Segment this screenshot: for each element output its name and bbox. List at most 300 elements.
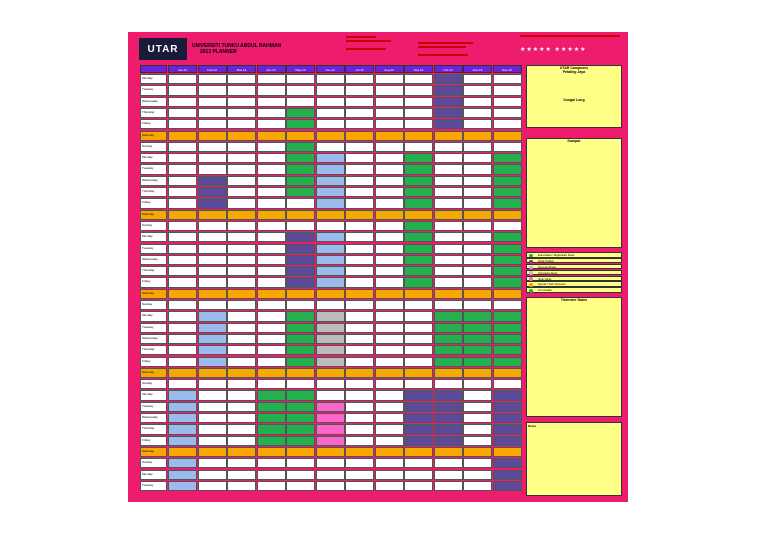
- day-cell[interactable]: [316, 289, 345, 299]
- day-cell[interactable]: [227, 108, 256, 118]
- day-cell[interactable]: [227, 311, 256, 321]
- day-cell[interactable]: [375, 458, 404, 468]
- day-cell[interactable]: [257, 119, 286, 129]
- day-cell[interactable]: [375, 244, 404, 254]
- day-cell[interactable]: [375, 311, 404, 321]
- day-cell[interactable]: [493, 447, 522, 457]
- day-cell[interactable]: [198, 402, 227, 412]
- day-cell[interactable]: [198, 97, 227, 107]
- day-cell[interactable]: [345, 436, 374, 446]
- day-cell[interactable]: [463, 481, 492, 491]
- day-cell[interactable]: [434, 424, 463, 434]
- day-cell[interactable]: [345, 424, 374, 434]
- day-cell[interactable]: [227, 131, 256, 141]
- day-cell[interactable]: [434, 311, 463, 321]
- day-cell[interactable]: [198, 164, 227, 174]
- day-cell[interactable]: [227, 255, 256, 265]
- day-cell[interactable]: [168, 176, 197, 186]
- day-cell[interactable]: [493, 436, 522, 446]
- day-cell[interactable]: [493, 74, 522, 84]
- day-cell[interactable]: [286, 390, 315, 400]
- day-cell[interactable]: [463, 470, 492, 480]
- day-cell[interactable]: [227, 323, 256, 333]
- day-cell[interactable]: [227, 266, 256, 276]
- day-cell[interactable]: [434, 345, 463, 355]
- day-cell[interactable]: [257, 277, 286, 287]
- day-cell[interactable]: [227, 402, 256, 412]
- day-cell[interactable]: [227, 458, 256, 468]
- day-cell[interactable]: [434, 164, 463, 174]
- day-cell[interactable]: [257, 74, 286, 84]
- day-cell[interactable]: [286, 277, 315, 287]
- day-cell[interactable]: [286, 74, 315, 84]
- day-cell[interactable]: [463, 232, 492, 242]
- day-cell[interactable]: [463, 221, 492, 231]
- day-cell[interactable]: [345, 334, 374, 344]
- day-cell[interactable]: [227, 142, 256, 152]
- day-cell[interactable]: [198, 289, 227, 299]
- day-cell[interactable]: [257, 481, 286, 491]
- day-cell[interactable]: [286, 153, 315, 163]
- day-cell[interactable]: [316, 368, 345, 378]
- day-cell[interactable]: [375, 210, 404, 220]
- day-cell[interactable]: [316, 97, 345, 107]
- day-cell[interactable]: [404, 334, 433, 344]
- day-cell[interactable]: [375, 198, 404, 208]
- day-cell[interactable]: [375, 119, 404, 129]
- day-cell[interactable]: [286, 447, 315, 457]
- day-cell[interactable]: [345, 74, 374, 84]
- day-cell[interactable]: [168, 74, 197, 84]
- day-cell[interactable]: [434, 413, 463, 423]
- day-cell[interactable]: [345, 368, 374, 378]
- day-cell[interactable]: [198, 379, 227, 389]
- day-cell[interactable]: [316, 345, 345, 355]
- day-cell[interactable]: [227, 413, 256, 423]
- day-cell[interactable]: [227, 221, 256, 231]
- day-cell[interactable]: [257, 266, 286, 276]
- day-cell[interactable]: [404, 187, 433, 197]
- day-cell[interactable]: [168, 198, 197, 208]
- day-cell[interactable]: [375, 131, 404, 141]
- day-cell[interactable]: [463, 266, 492, 276]
- day-cell[interactable]: [198, 266, 227, 276]
- day-cell[interactable]: [198, 232, 227, 242]
- day-cell[interactable]: [257, 164, 286, 174]
- day-cell[interactable]: [434, 323, 463, 333]
- day-cell[interactable]: [434, 232, 463, 242]
- day-cell[interactable]: [198, 447, 227, 457]
- day-cell[interactable]: [404, 255, 433, 265]
- day-cell[interactable]: [463, 277, 492, 287]
- day-cell[interactable]: [316, 447, 345, 457]
- day-cell[interactable]: [168, 266, 197, 276]
- day-cell[interactable]: [168, 458, 197, 468]
- day-cell[interactable]: [168, 481, 197, 491]
- day-cell[interactable]: [493, 289, 522, 299]
- day-cell[interactable]: [404, 266, 433, 276]
- day-cell[interactable]: [434, 266, 463, 276]
- day-cell[interactable]: [168, 131, 197, 141]
- day-cell[interactable]: [463, 424, 492, 434]
- day-cell[interactable]: [257, 368, 286, 378]
- day-cell[interactable]: [434, 379, 463, 389]
- day-cell[interactable]: [463, 85, 492, 95]
- day-cell[interactable]: [227, 424, 256, 434]
- day-cell[interactable]: [198, 198, 227, 208]
- day-cell[interactable]: [404, 289, 433, 299]
- day-cell[interactable]: [257, 85, 286, 95]
- day-cell[interactable]: [286, 85, 315, 95]
- day-cell[interactable]: [345, 266, 374, 276]
- day-cell[interactable]: [404, 119, 433, 129]
- day-cell[interactable]: [227, 85, 256, 95]
- day-cell[interactable]: [198, 153, 227, 163]
- day-cell[interactable]: [257, 289, 286, 299]
- day-cell[interactable]: [375, 413, 404, 423]
- day-cell[interactable]: [257, 176, 286, 186]
- day-cell[interactable]: [286, 334, 315, 344]
- day-cell[interactable]: [434, 153, 463, 163]
- day-cell[interactable]: [375, 390, 404, 400]
- day-cell[interactable]: [286, 311, 315, 321]
- day-cell[interactable]: [257, 311, 286, 321]
- day-cell[interactable]: [434, 277, 463, 287]
- day-cell[interactable]: [168, 368, 197, 378]
- day-cell[interactable]: [404, 413, 433, 423]
- day-cell[interactable]: [227, 232, 256, 242]
- day-cell[interactable]: [286, 255, 315, 265]
- day-cell[interactable]: [375, 323, 404, 333]
- day-cell[interactable]: [493, 97, 522, 107]
- day-cell[interactable]: [168, 153, 197, 163]
- day-cell[interactable]: [463, 413, 492, 423]
- day-cell[interactable]: [463, 187, 492, 197]
- day-cell[interactable]: [404, 300, 433, 310]
- day-cell[interactable]: [286, 97, 315, 107]
- day-cell[interactable]: [286, 176, 315, 186]
- day-cell[interactable]: [404, 390, 433, 400]
- day-cell[interactable]: [493, 108, 522, 118]
- day-cell[interactable]: [404, 345, 433, 355]
- day-cell[interactable]: [434, 131, 463, 141]
- day-cell[interactable]: [463, 210, 492, 220]
- day-cell[interactable]: [198, 300, 227, 310]
- day-cell[interactable]: [375, 232, 404, 242]
- day-cell[interactable]: [316, 323, 345, 333]
- day-cell[interactable]: [198, 390, 227, 400]
- day-cell[interactable]: [257, 424, 286, 434]
- day-cell[interactable]: [345, 379, 374, 389]
- day-cell[interactable]: [434, 221, 463, 231]
- day-cell[interactable]: [434, 390, 463, 400]
- day-cell[interactable]: [404, 176, 433, 186]
- day-cell[interactable]: [345, 289, 374, 299]
- day-cell[interactable]: [198, 131, 227, 141]
- day-cell[interactable]: [198, 187, 227, 197]
- day-cell[interactable]: [198, 255, 227, 265]
- day-cell[interactable]: [257, 390, 286, 400]
- day-cell[interactable]: [198, 210, 227, 220]
- day-cell[interactable]: [404, 198, 433, 208]
- day-cell[interactable]: [404, 108, 433, 118]
- day-cell[interactable]: [375, 153, 404, 163]
- day-cell[interactable]: [345, 357, 374, 367]
- day-cell[interactable]: [375, 176, 404, 186]
- day-cell[interactable]: [168, 277, 197, 287]
- day-cell[interactable]: [434, 470, 463, 480]
- day-cell[interactable]: [168, 164, 197, 174]
- day-cell[interactable]: [375, 470, 404, 480]
- day-cell[interactable]: [198, 413, 227, 423]
- day-cell[interactable]: [316, 142, 345, 152]
- day-cell[interactable]: [404, 311, 433, 321]
- day-cell[interactable]: [463, 345, 492, 355]
- day-cell[interactable]: [345, 481, 374, 491]
- day-cell[interactable]: [463, 244, 492, 254]
- day-cell[interactable]: [257, 210, 286, 220]
- day-cell[interactable]: [493, 142, 522, 152]
- day-cell[interactable]: [434, 244, 463, 254]
- day-cell[interactable]: [493, 187, 522, 197]
- day-cell[interactable]: [227, 119, 256, 129]
- day-cell[interactable]: [227, 187, 256, 197]
- day-cell[interactable]: [463, 379, 492, 389]
- day-cell[interactable]: [463, 176, 492, 186]
- day-cell[interactable]: [463, 164, 492, 174]
- day-cell[interactable]: [198, 458, 227, 468]
- day-cell[interactable]: [286, 470, 315, 480]
- day-cell[interactable]: [168, 244, 197, 254]
- day-cell[interactable]: [345, 187, 374, 197]
- day-cell[interactable]: [463, 108, 492, 118]
- day-cell[interactable]: [434, 176, 463, 186]
- day-cell[interactable]: [168, 289, 197, 299]
- day-cell[interactable]: [434, 255, 463, 265]
- day-cell[interactable]: [463, 142, 492, 152]
- day-cell[interactable]: [404, 153, 433, 163]
- day-cell[interactable]: [257, 198, 286, 208]
- day-cell[interactable]: [493, 131, 522, 141]
- day-cell[interactable]: [404, 368, 433, 378]
- day-cell[interactable]: [404, 379, 433, 389]
- day-cell[interactable]: [375, 447, 404, 457]
- day-cell[interactable]: [286, 221, 315, 231]
- day-cell[interactable]: [345, 108, 374, 118]
- day-cell[interactable]: [493, 221, 522, 231]
- day-cell[interactable]: [463, 97, 492, 107]
- day-cell[interactable]: [168, 210, 197, 220]
- day-cell[interactable]: [316, 357, 345, 367]
- day-cell[interactable]: [198, 424, 227, 434]
- day-cell[interactable]: [168, 345, 197, 355]
- day-cell[interactable]: [493, 266, 522, 276]
- day-cell[interactable]: [316, 108, 345, 118]
- day-cell[interactable]: [375, 436, 404, 446]
- day-cell[interactable]: [493, 413, 522, 423]
- day-cell[interactable]: [463, 368, 492, 378]
- day-cell[interactable]: [257, 447, 286, 457]
- day-cell[interactable]: [316, 379, 345, 389]
- day-cell[interactable]: [375, 255, 404, 265]
- day-cell[interactable]: [316, 402, 345, 412]
- day-cell[interactable]: [463, 357, 492, 367]
- day-cell[interactable]: [434, 198, 463, 208]
- day-cell[interactable]: [345, 232, 374, 242]
- day-cell[interactable]: [316, 458, 345, 468]
- day-cell[interactable]: [257, 345, 286, 355]
- day-cell[interactable]: [286, 300, 315, 310]
- day-cell[interactable]: [375, 300, 404, 310]
- day-cell[interactable]: [404, 323, 433, 333]
- day-cell[interactable]: [463, 198, 492, 208]
- day-cell[interactable]: [286, 357, 315, 367]
- day-cell[interactable]: [345, 277, 374, 287]
- day-cell[interactable]: [434, 334, 463, 344]
- day-cell[interactable]: [168, 255, 197, 265]
- day-cell[interactable]: [168, 323, 197, 333]
- day-cell[interactable]: [227, 447, 256, 457]
- day-cell[interactable]: [168, 311, 197, 321]
- day-cell[interactable]: [286, 119, 315, 129]
- day-cell[interactable]: [404, 164, 433, 174]
- day-cell[interactable]: [257, 187, 286, 197]
- day-cell[interactable]: [257, 232, 286, 242]
- day-cell[interactable]: [404, 447, 433, 457]
- day-cell[interactable]: [286, 244, 315, 254]
- day-cell[interactable]: [375, 481, 404, 491]
- day-cell[interactable]: [345, 244, 374, 254]
- day-cell[interactable]: [404, 436, 433, 446]
- day-cell[interactable]: [434, 402, 463, 412]
- day-cell[interactable]: [375, 108, 404, 118]
- day-cell[interactable]: [286, 210, 315, 220]
- day-cell[interactable]: [198, 334, 227, 344]
- day-cell[interactable]: [404, 470, 433, 480]
- day-cell[interactable]: [404, 481, 433, 491]
- day-cell[interactable]: [493, 164, 522, 174]
- day-cell[interactable]: [345, 221, 374, 231]
- day-cell[interactable]: [316, 481, 345, 491]
- day-cell[interactable]: [375, 277, 404, 287]
- day-cell[interactable]: [493, 153, 522, 163]
- day-cell[interactable]: [463, 334, 492, 344]
- day-cell[interactable]: [345, 210, 374, 220]
- day-cell[interactable]: [198, 221, 227, 231]
- day-cell[interactable]: [168, 413, 197, 423]
- day-cell[interactable]: [257, 357, 286, 367]
- day-cell[interactable]: [286, 266, 315, 276]
- day-cell[interactable]: [434, 447, 463, 457]
- day-cell[interactable]: [345, 198, 374, 208]
- day-cell[interactable]: [463, 458, 492, 468]
- day-cell[interactable]: [198, 345, 227, 355]
- day-cell[interactable]: [198, 244, 227, 254]
- day-cell[interactable]: [345, 164, 374, 174]
- day-cell[interactable]: [257, 153, 286, 163]
- day-cell[interactable]: [227, 289, 256, 299]
- day-cell[interactable]: [375, 368, 404, 378]
- day-cell[interactable]: [404, 210, 433, 220]
- day-cell[interactable]: [463, 131, 492, 141]
- day-cell[interactable]: [434, 210, 463, 220]
- day-cell[interactable]: [345, 300, 374, 310]
- day-cell[interactable]: [345, 85, 374, 95]
- day-cell[interactable]: [345, 345, 374, 355]
- day-cell[interactable]: [168, 447, 197, 457]
- day-cell[interactable]: [168, 334, 197, 344]
- day-cell[interactable]: [198, 277, 227, 287]
- day-cell[interactable]: [345, 447, 374, 457]
- day-cell[interactable]: [345, 413, 374, 423]
- day-cell[interactable]: [316, 119, 345, 129]
- day-cell[interactable]: [257, 142, 286, 152]
- day-cell[interactable]: [168, 85, 197, 95]
- day-cell[interactable]: [404, 142, 433, 152]
- day-cell[interactable]: [463, 255, 492, 265]
- day-cell[interactable]: [286, 345, 315, 355]
- day-cell[interactable]: [316, 436, 345, 446]
- day-cell[interactable]: [493, 244, 522, 254]
- day-cell[interactable]: [404, 97, 433, 107]
- day-cell[interactable]: [493, 424, 522, 434]
- day-cell[interactable]: [168, 424, 197, 434]
- day-cell[interactable]: [404, 424, 433, 434]
- day-cell[interactable]: [227, 210, 256, 220]
- day-cell[interactable]: [493, 210, 522, 220]
- day-cell[interactable]: [227, 74, 256, 84]
- day-cell[interactable]: [168, 119, 197, 129]
- day-cell[interactable]: [227, 176, 256, 186]
- day-cell[interactable]: [227, 153, 256, 163]
- day-cell[interactable]: [316, 255, 345, 265]
- day-cell[interactable]: [463, 300, 492, 310]
- day-cell[interactable]: [257, 97, 286, 107]
- day-cell[interactable]: [168, 108, 197, 118]
- day-cell[interactable]: [316, 334, 345, 344]
- day-cell[interactable]: [316, 187, 345, 197]
- day-cell[interactable]: [463, 323, 492, 333]
- day-cell[interactable]: [168, 470, 197, 480]
- day-cell[interactable]: [375, 402, 404, 412]
- day-cell[interactable]: [463, 311, 492, 321]
- day-cell[interactable]: [316, 210, 345, 220]
- day-cell[interactable]: [434, 289, 463, 299]
- day-cell[interactable]: [493, 368, 522, 378]
- day-cell[interactable]: [286, 413, 315, 423]
- day-cell[interactable]: [493, 379, 522, 389]
- day-cell[interactable]: [198, 74, 227, 84]
- day-cell[interactable]: [404, 74, 433, 84]
- day-cell[interactable]: [198, 470, 227, 480]
- day-cell[interactable]: [198, 323, 227, 333]
- day-cell[interactable]: [286, 108, 315, 118]
- day-cell[interactable]: [257, 334, 286, 344]
- day-cell[interactable]: [463, 436, 492, 446]
- day-cell[interactable]: [493, 357, 522, 367]
- day-cell[interactable]: [316, 153, 345, 163]
- day-cell[interactable]: [168, 390, 197, 400]
- day-cell[interactable]: [168, 97, 197, 107]
- day-cell[interactable]: [227, 379, 256, 389]
- day-cell[interactable]: [493, 334, 522, 344]
- day-cell[interactable]: [227, 300, 256, 310]
- day-cell[interactable]: [463, 447, 492, 457]
- day-cell[interactable]: [257, 402, 286, 412]
- day-cell[interactable]: [286, 232, 315, 242]
- day-cell[interactable]: [375, 424, 404, 434]
- day-cell[interactable]: [375, 289, 404, 299]
